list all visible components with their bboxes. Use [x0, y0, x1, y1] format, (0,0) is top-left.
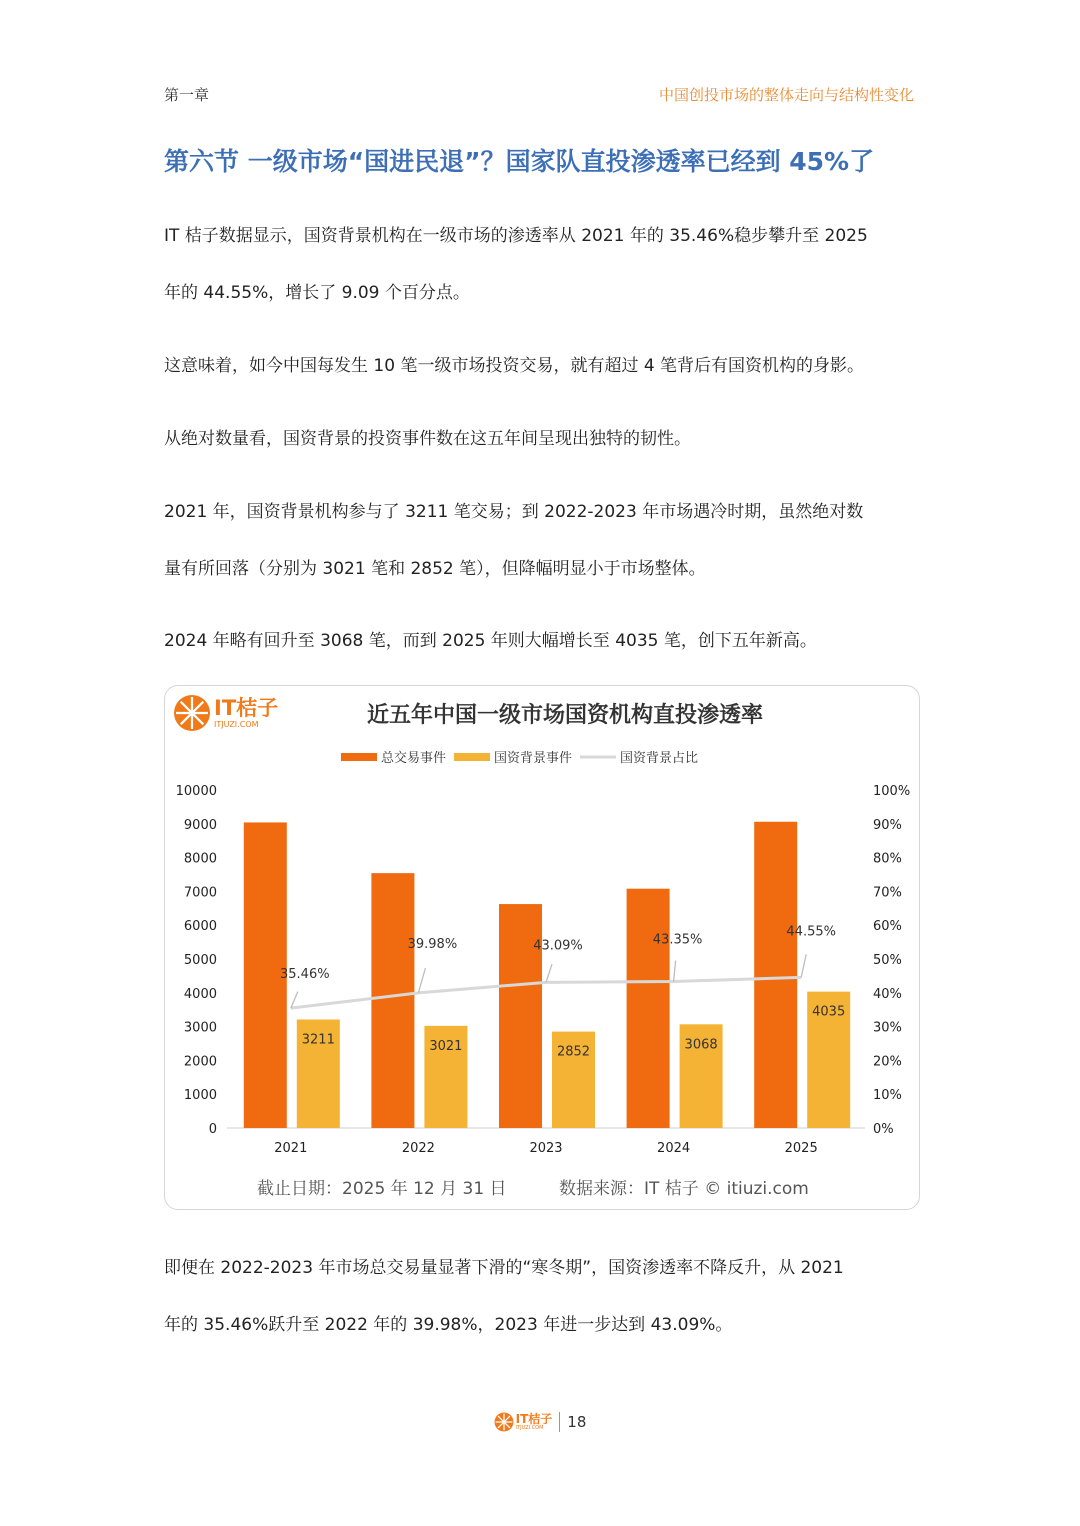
y-right-tick-label: 50%	[873, 953, 902, 968]
bar-total	[371, 873, 414, 1128]
y-right-tick-label: 70%	[873, 885, 902, 901]
paragraph: 即便在 2022-2023 年市场总交易量显著下滑的“寒冬期”，国资渗透率不降反升，从 2021	[164, 1258, 844, 1278]
x-tick-label: 2024	[657, 1141, 691, 1156]
paragraph: 年的 35.46%跃升至 2022 年的 39.98%，2023 年进一步达到 43.09%。	[164, 1315, 733, 1335]
section-title: 第六节 一级市场“国进民退”？国家队直投渗透率已经到 45%了	[164, 147, 875, 176]
chart-footer-date: 截止日期：2025 年 12 月 31 日	[257, 1179, 507, 1199]
logo-domain: ITJUZI.COM	[214, 719, 259, 729]
y-right-tick-label: 10%	[873, 1088, 902, 1104]
line-value-label: 39.98%	[407, 936, 458, 952]
y-left-tick-label: 10000	[175, 784, 217, 799]
legend-swatch	[454, 753, 490, 761]
bar-value-label: 3021	[429, 1038, 463, 1054]
y-left-tick-label: 6000	[183, 919, 217, 935]
y-right-tick-label: 0%	[873, 1122, 894, 1137]
y-right-tick-label: 30%	[873, 1020, 902, 1036]
line-value-label: 43.35%	[652, 932, 703, 948]
chart-canvas	[165, 686, 921, 1211]
bar-value-label: 4035	[812, 1004, 846, 1020]
footer-logo-name: IT桔子	[515, 1412, 553, 1426]
footer-logo-domain: ITJUZI.COM	[515, 1425, 544, 1431]
chart-footer-source: 数据来源：IT 桔子 © itiuzi.com	[559, 1179, 809, 1199]
chapter-label: 第一章	[164, 86, 210, 104]
orange-slice-icon	[494, 1412, 514, 1432]
y-left-tick-label: 3000	[183, 1020, 217, 1036]
data-label-leader	[546, 964, 552, 982]
chapter-title: 中国创投市场的整体走向与结构性变化	[658, 86, 914, 104]
paragraph: 这意味着，如今中国每发生 10 笔一级市场投资交易，就有超过 4 笔背后有国资机构的身影。	[164, 356, 865, 376]
y-left-tick-label: 1000	[183, 1088, 217, 1104]
y-right-tick-label: 40%	[873, 986, 902, 1002]
y-left-tick-label: 9000	[183, 817, 217, 833]
x-tick-label: 2025	[784, 1141, 818, 1156]
page-number: 18	[567, 1413, 587, 1431]
chart-panel	[164, 685, 920, 1210]
y-right-tick-label: 20%	[873, 1054, 902, 1070]
paragraph: 2024 年略有回升至 3068 笔，而到 2025 年则大幅增长至 4035 笔，创下五年新高。	[164, 631, 817, 651]
x-tick-label: 2022	[401, 1141, 435, 1156]
footer-divider	[559, 1412, 560, 1432]
legend-label: 国资背景占比	[620, 751, 699, 766]
y-left-tick-label: 4000	[183, 986, 217, 1002]
bar-value-label: 2852	[556, 1044, 591, 1060]
y-right-tick-label: 90%	[873, 817, 902, 833]
y-left-tick-label: 2000	[183, 1054, 217, 1070]
bar-total	[627, 889, 670, 1128]
bar-value-label: 3211	[301, 1032, 335, 1048]
data-label-leader	[418, 968, 425, 993]
paragraph: IT 桔子数据显示，国资背景机构在一级市场的渗透率从 2021 年的 35.46%稳步攀升至 2025	[164, 226, 868, 246]
y-left-tick-label: 5000	[183, 953, 217, 968]
y-right-tick-label: 80%	[873, 851, 902, 867]
data-label-leader	[674, 961, 676, 982]
data-label-leader	[291, 992, 298, 1009]
bar-total	[754, 822, 797, 1128]
legend-swatch	[341, 753, 377, 761]
logo-name: IT桔子	[214, 695, 279, 720]
bar-value-label: 3068	[684, 1037, 718, 1053]
y-left-tick-label: 7000	[183, 885, 217, 901]
paragraph: 量有所回落（分别为 3021 笔和 2852 笔），但降幅明显小于市场整体。	[164, 559, 706, 579]
y-left-tick-label: 8000	[183, 851, 217, 867]
chart-title: 近五年中国一级市场国资机构直投渗透率	[366, 703, 764, 728]
data-label-leader	[801, 954, 806, 977]
paragraph: 从绝对数量看，国资背景的投资事件数在这五年间呈现出独特的韧性。	[164, 429, 691, 449]
line-value-label: 44.55%	[786, 924, 836, 940]
y-right-tick-label: 100%	[873, 784, 911, 799]
paragraph: 2021 年，国资背景机构参与了 3211 笔交易；到 2022-2023 年市场遇冷时期，虽然绝对数	[164, 502, 864, 522]
paragraph: 年的 44.55%，增长了 9.09 个百分点。	[164, 283, 470, 303]
x-tick-label: 2021	[274, 1141, 308, 1156]
line-value-label: 35.46%	[280, 967, 330, 983]
legend-label: 总交易事件	[381, 751, 447, 766]
legend-label: 国资背景事件	[494, 751, 573, 766]
y-right-tick-label: 60%	[873, 919, 902, 935]
y-left-tick-label: 0	[208, 1122, 217, 1137]
line-value-label: 43.09%	[533, 938, 583, 954]
x-tick-label: 2023	[529, 1141, 563, 1156]
page-footer	[0, 1412, 1080, 1432]
